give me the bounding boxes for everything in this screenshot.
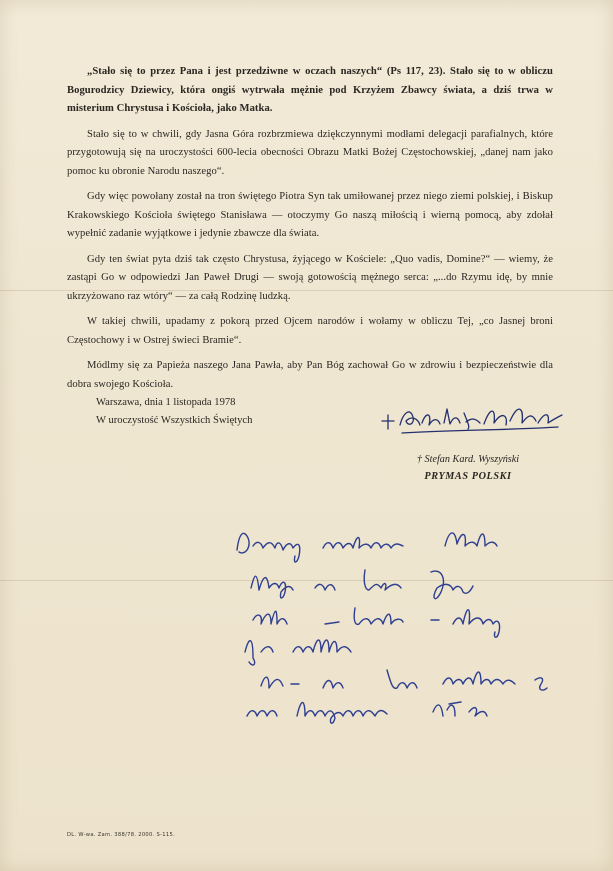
letter-paragraph: Módlmy się za Papieża naszego Jana Pawła, aby Pan Bóg zachował Go w zdrowiu i bezpieczeństwie dla dobra swojego Kościoła. — [67, 360, 553, 390]
handwritten-note — [235, 512, 580, 727]
place-date: Warszawa, dnia 1 listopada 1978 — [96, 397, 236, 408]
letter-paragraph: „Stało się to przez Pana i jest przedziwne w oczach naszych“ (Ps 117, 23). Stało się to w obliczu Bogurodzicy Dziewicy, która ongiś wytrwała mężnie pod Krzyżem Zbawcy świata, a dziś trwa w misterium Chrystusa i Kościoła, jako Matka. — [67, 66, 553, 114]
occasion: W uroczystość Wszystkich Świętych — [96, 415, 253, 426]
letter-paragraph: W takiej chwili, upadamy z pokorą przed Ojcem narodów i wołamy w obliczu Tej, „co Jasnej broni Częstochowy i w Ostrej świeci Bramie“. — [67, 316, 553, 346]
letter-paragraph: Gdy więc powołany został na tron świętego Piotra Syn tak umiłowanej przez niego ziemi polskiej, i Biskup Krakowskiego Kościoła świętego Stanisława — otoczymy Go naszą miłością i wierną pomocą, aby zdołał wypełnić zadanie wyjątkowe i jedynie zbawcze dla świata. — [67, 191, 553, 239]
signer-title: PRYMAS POLSKI — [424, 471, 512, 482]
letter-body — [67, 63, 553, 401]
date-line — [96, 394, 252, 430]
signer-name: † Stefan Kard. Wyszyński — [416, 454, 520, 465]
letter-paragraph: Stało się to w chwili, gdy Jasna Góra rozbrzmiewa dziękczynnymi modłami delegacji parafialnych, które przygotowują się na uroczystości 600-lecia obecności Obrazu Matki Bożej Częstochowskiej, „danej nam jako pomoc ku obronie Narodu naszego“. — [67, 128, 553, 177]
printer-note: DL. W-wa. Zam. 388/78. 2000. S-115. — [67, 832, 176, 838]
handwritten-signature — [372, 393, 568, 441]
signature-block — [398, 451, 538, 485]
letter-paragraph: Gdy ten świat pyta dziś tak często Chrystusa, żyjącego w Kościele: „Quo vadis, Domine?“ — wiemy, że zastąpi Go w odpowiedzi Jan Paweł Drugi — swoją gotowością mężnego serca: „...do Rzymu idę, by mnie ukrzyżowano raz wtóry“ — za całą Rodzinę ludzką. — [67, 253, 553, 302]
